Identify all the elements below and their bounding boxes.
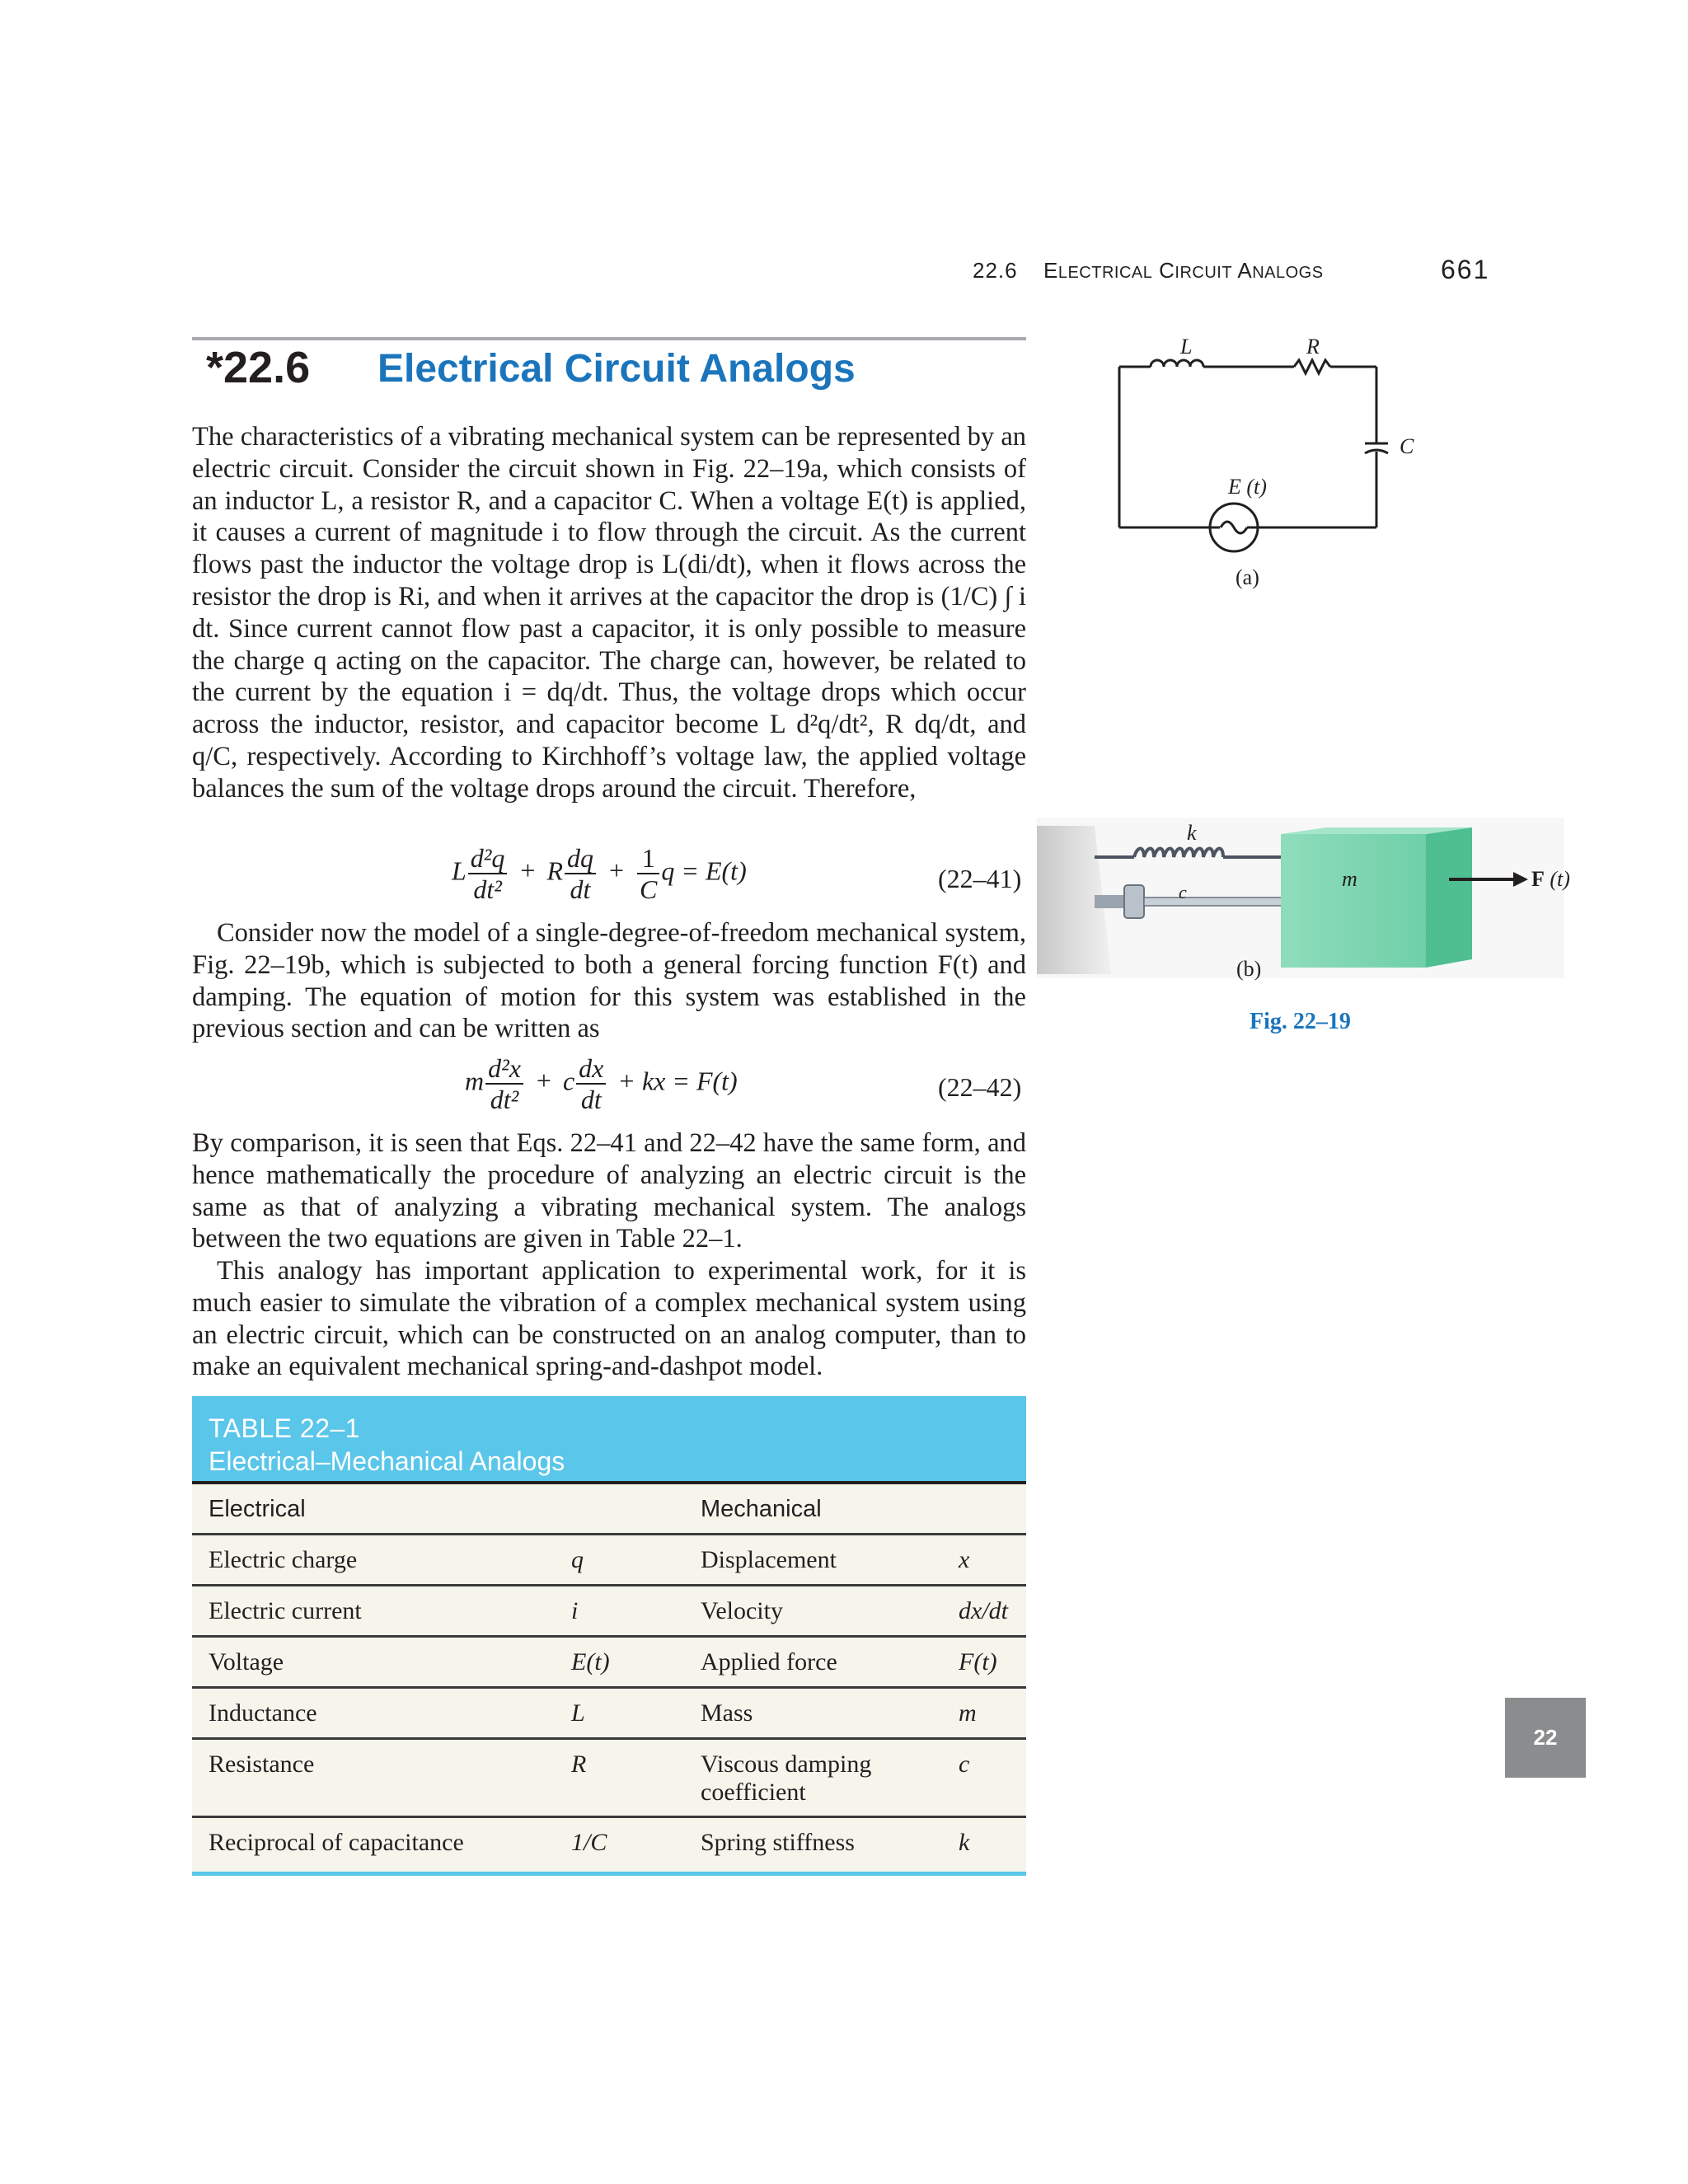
paragraph-3: By comparison, it is seen that Eqs. 22–41 and 22–42 have the same form, and hence mathematically the procedure of analyzing an electric circuit is the same as that of analyzing a vibrating mechanical system. The analogs between the two equations are given in Table 22–1. <box>192 1128 1026 1254</box>
table-cell-electrical: Reciprocal of capacitance <box>209 1829 464 1856</box>
equation-22-41: L $\frac{\text{d²q}}{\text{dt²}}$ + R $\frac{dq}{dt}$ + $\frac{1}{C}$ q = E(t) <box>452 843 747 904</box>
circuit-label-C: C <box>1400 434 1414 458</box>
table-rule <box>192 1533 1026 1535</box>
figure-caption-b: (b) <box>1236 957 1262 981</box>
running-head-section-title: ELECTRICAL CIRCUIT ANALOGS <box>1043 258 1324 283</box>
eq41-frac-2: $\frac{dq}{dt}$ <box>565 843 596 904</box>
eq41-frac-1: $\frac{\text{d²q}}{\text{dt²}}$ <box>468 843 508 904</box>
table-cell-mechanical: Velocity <box>701 1597 783 1624</box>
table-rule <box>192 1816 1026 1818</box>
table-cell-electrical: Electric charge <box>209 1546 358 1573</box>
table-cell-mechanical-symbol: k <box>959 1829 970 1856</box>
figure-caption-a: (a) <box>1236 565 1259 589</box>
table-cell-electrical: Electric current <box>209 1597 362 1624</box>
table-cell-electrical-symbol: L <box>571 1699 585 1727</box>
paragraph-4: This analogy has important application to experimental work, for it is much easier to simulate the vibration of a complex mechanical system using an electric circuit, which can be constructed on an analog computer, than to make an equivalent mechanical spring-and-dashpot model. <box>192 1256 1026 1382</box>
table-cell-mechanical: Spring stiffness <box>701 1829 855 1856</box>
running-head-section-number: 22.6 <box>973 258 1018 283</box>
table-title: Electrical–Mechanical Analogs <box>209 1446 565 1476</box>
mass-spring-damper-diagram <box>1037 818 1564 982</box>
section-title: Electrical Circuit Analogs <box>377 347 856 391</box>
table-rule <box>192 1584 1026 1586</box>
resistor-symbol <box>1294 360 1330 373</box>
force-label: F (t) <box>1531 867 1570 891</box>
page-number: 661 <box>1441 255 1490 284</box>
circuit-label-L: L <box>1180 335 1193 359</box>
equation-number-22-42: (22–42) <box>938 1072 1022 1102</box>
equation-22-42: m $\frac{\text{d²x}}{\text{dt²}}$ + c $\frac{dx}{dt}$ + kx = F(t) <box>465 1053 738 1114</box>
table-cell-mechanical: Displacement <box>701 1546 837 1573</box>
table-bottom-rule <box>192 1872 1026 1876</box>
paragraph-2: Consider now the model of a single-degree-of-freedom mechanical system, Fig. 22–19b, which is subjected to both a general forcing function F(t) and damping. The equation of motion for this system was established in the previous section and can be written as <box>192 918 1026 1044</box>
mass-block <box>1281 827 1472 968</box>
table-cell-mechanical: Mass <box>701 1699 753 1727</box>
table-cell-electrical: Inductance <box>209 1699 317 1727</box>
section-number: *22.6 <box>206 343 311 392</box>
voltage-source-sine <box>1221 522 1247 533</box>
figure-label: Fig. 22–19 <box>1250 1009 1351 1034</box>
table-top-rule <box>192 1481 1026 1484</box>
table-rule <box>192 1635 1026 1638</box>
equation-number-22-41: (22–41) <box>938 864 1022 893</box>
eq42-frac-2: $\frac{dx}{dt}$ <box>576 1053 606 1114</box>
table-cell-mechanical-symbol: m <box>959 1699 977 1727</box>
table-col-electrical: Electrical <box>209 1496 306 1522</box>
table-cell-mechanical-symbol: c <box>959 1750 970 1778</box>
chapter-thumb-tab: 22 <box>1505 1698 1586 1778</box>
table-cell-electrical-symbol: 1/C <box>571 1829 607 1856</box>
table-cell-electrical: Resistance <box>209 1750 315 1778</box>
eq42-frac-1: $\frac{\text{d²x}}{\text{dt²}}$ <box>485 1053 523 1114</box>
circuit-label-R: R <box>1306 335 1320 359</box>
table-cell-electrical: Voltage <box>209 1648 284 1675</box>
circuit-label-E: E (t) <box>1228 475 1267 499</box>
table-cell-electrical-symbol: R <box>571 1750 587 1778</box>
spring-label-k: k <box>1187 821 1197 845</box>
table-cell-mechanical-symbol: F(t) <box>959 1648 997 1675</box>
eq41-frac-3: $\frac{1}{C}$ <box>637 843 659 904</box>
table-cell-electrical-symbol: q <box>571 1546 584 1573</box>
table-cell-electrical-symbol: i <box>571 1597 579 1624</box>
table-cell-mechanical-symbol: dx/dt <box>959 1597 1008 1624</box>
paragraph-1: The characteristics of a vibrating mechanical system can be represented by an electric circuit. Consider the circuit shown in Fig. 22–19a, which consists of an inductor L, a resistor R, and a capacitor C. When a voltage E(t) is applied, it causes a current of magnitude i to flow through the circuit. As the current flows past the inductor the voltage drop is L(di/dt), when it flows across the resistor the drop is Ri, and when it arrives at the capacitor the drop is (1/C) ∫ i dt. Since current cannot flow past a capacitor, it is only possible to measure the charge q acting on the capacitor. The charge can, however, be related to the current by the equation i = dq/dt. Thus, the voltage drops which occur across the inductor, resistor, and capacitor become L d²q/dt², R dq/dt, and q/C, respectively. According to Kirchhoff’s voltage law, the applied voltage balances the sum of the voltage drops around the circuit. Therefore, <box>192 422 1026 804</box>
table-rule <box>192 1686 1026 1689</box>
table-cell-electrical-symbol: E(t) <box>571 1648 610 1675</box>
table-cell-mechanical: Applied force <box>701 1648 837 1675</box>
table-cell-mechanical-symbol: x <box>959 1546 970 1573</box>
table-label: TABLE 22–1 <box>209 1413 361 1443</box>
mass-label-m: m <box>1342 867 1357 891</box>
circuit-diagram <box>1104 330 1434 602</box>
section-rule <box>192 337 1026 340</box>
table-col-mechanical: Mechanical <box>701 1496 822 1522</box>
table-cell-mechanical-line2: coefficient <box>701 1779 806 1806</box>
table-rule <box>192 1737 1026 1740</box>
inductor-symbol <box>1151 360 1203 367</box>
dashpot-label-c: c <box>1179 882 1187 902</box>
table-cell-mechanical: Viscous damping <box>701 1750 872 1778</box>
